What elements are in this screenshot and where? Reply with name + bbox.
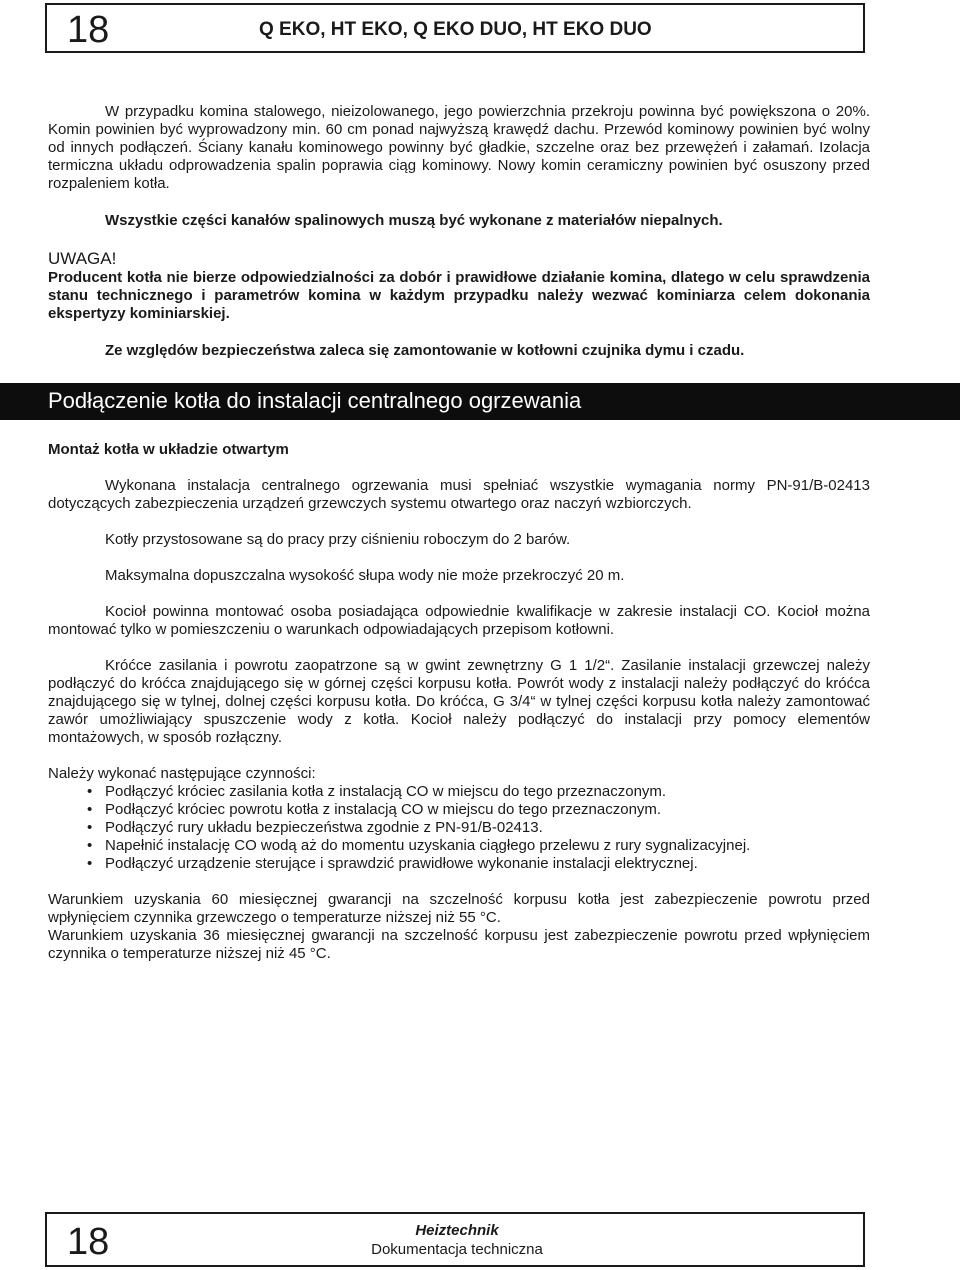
- footer-subtitle: Dokumentacja techniczna: [371, 1241, 543, 1258]
- header-page-number: 18: [67, 9, 110, 51]
- warning-block: [48, 249, 870, 323]
- section-title: Podłączenie kotła do instalacji centralnego ogrzewania: [48, 388, 582, 413]
- installer-note: Kocioł powinna montować osoba posiadająca odpowiednie kwalifikacje w zakresie instalacji CO. Kocioł można montować tylko w pomieszczeniu o warunkach odpowiadających przepisom kotłowni.: [48, 603, 870, 638]
- warning-label: UWAGA!: [48, 249, 117, 268]
- steps-block: [48, 765, 870, 873]
- section-title-bar: [0, 383, 960, 420]
- steps-intro: Należy wykonać następujące czynności:: [48, 765, 316, 782]
- list-item: • Podłączyć urządzenie sterujące i sprawdzić prawidłowe wykonanie instalacji elektrycznej.: [105, 855, 870, 873]
- connections-paragraph: Króćce zasilania i powrotu zaopatrzone są w gwint zewnętrzny G 1 1/2“. Zasilanie instalacji grzewczej należy podłączyć do króćca znajdującego się w górnej części korpusu kotła. Powrót wody z instalacji należy podłączyć do króćca znajdującego się w tylnej, dolnej części korpusu kotła. Do króćca, G 3/4“ w tylnej części korpusu kotła należy zamontować zawór umożliwiający spuszczenie wody z kotła. Kocioł należy podłączyć do instalacji przy pomocy elementów montażowych, w sposób rozłączny.: [48, 657, 870, 746]
- warranty-block: [48, 891, 870, 963]
- list-item: • Podłączyć króciec powrotu kotła z instalacją CO w miejscu do tego przeznaczonym.: [105, 801, 870, 819]
- installation-requirements: Wykonana instalacja centralnego ogrzewania musi spełniać wszystkie wymagania normy PN-91/B-02413 dotyczących zabezpieczenia urządzeń grzewczych systemu otwartego oraz naczyń wzbiorczych.: [48, 477, 870, 512]
- steps-list: [48, 783, 870, 873]
- pressure-note: Kotły przystosowane są do pracy przy ciśnieniu roboczym do 2 barów.: [105, 531, 571, 548]
- warning-text: Producent kotła nie bierze odpowiedzialności za dobór i prawidłowe działanie komina, dlatego w celu sprawdzenia stanu technicznego i parametrów komina w każdym przypadku należy wezwać kominiarza celem dokonania ekspertyzy kominiarskiej.: [48, 269, 870, 322]
- section-subtitle: Montaż kotła w układzie otwartym: [48, 441, 289, 458]
- page-footer: [45, 1212, 865, 1267]
- header-title: Q EKO, HT EKO, Q EKO DUO, HT EKO DUO: [259, 19, 652, 40]
- warranty-36: Warunkiem uzyskania 36 miesięcznej gwarancji na szczelność korpusu jest zabezpieczenie powrotu przed wpłynięciem czynnika o temperaturze niższej niż 45 °C.: [48, 927, 870, 962]
- page-header: [45, 3, 865, 53]
- footer-page-number: 18: [67, 1221, 110, 1263]
- footer-brand: Heiztechnik: [415, 1222, 499, 1239]
- list-item: • Podłączyć rury układu bezpieczeństwa zgodnie z PN-91/B-02413.: [105, 819, 870, 837]
- water-column-note: Maksymalna dopuszczalna wysokość słupa wody nie może przekroczyć 20 m.: [105, 567, 625, 584]
- list-item: • Podłączyć króciec zasilania kotła z instalacją CO w miejscu do tego przeznaczonym.: [105, 783, 870, 801]
- safety-note: Ze względów bezpieczeństwa zaleca się zamontowanie w kotłowni czujnika dymu i czadu.: [105, 342, 745, 359]
- warranty-60: Warunkiem uzyskania 60 miesięcznej gwarancji na szczelność korpusu kotła jest zabezpieczenie powrotu przed wpłynięciem czynnika grzewczego o temperaturze niższej niż 55 °C.: [48, 891, 870, 926]
- chimney-paragraph: W przypadku komina stalowego, nieizolowanego, jego powierzchnia przekroju powinna być powiększona o 20%. Komin powinien być wyprowadzony min. 60 cm ponad najwyższą krawędź dachu. Przewód kominowy powinien być wolny od innych podłączeń. Ściany kanału kominowego powinny być gładkie, szczelne oraz bez przewężeń i załamań. Izolacja termiczna układu odprowadzenia spalin poprawia ciąg kominowy. Nowy komin ceramiczny powinien być osuszony przed rozpaleniem kotła.: [48, 103, 870, 192]
- list-item: • Napełnić instalację CO wodą aż do momentu uzyskania ciągłego przelewu z rury sygnalizacyjnej.: [105, 837, 870, 855]
- chimney-materials-note: Wszystkie części kanałów spalinowych muszą być wykonane z materiałów niepalnych.: [105, 212, 723, 229]
